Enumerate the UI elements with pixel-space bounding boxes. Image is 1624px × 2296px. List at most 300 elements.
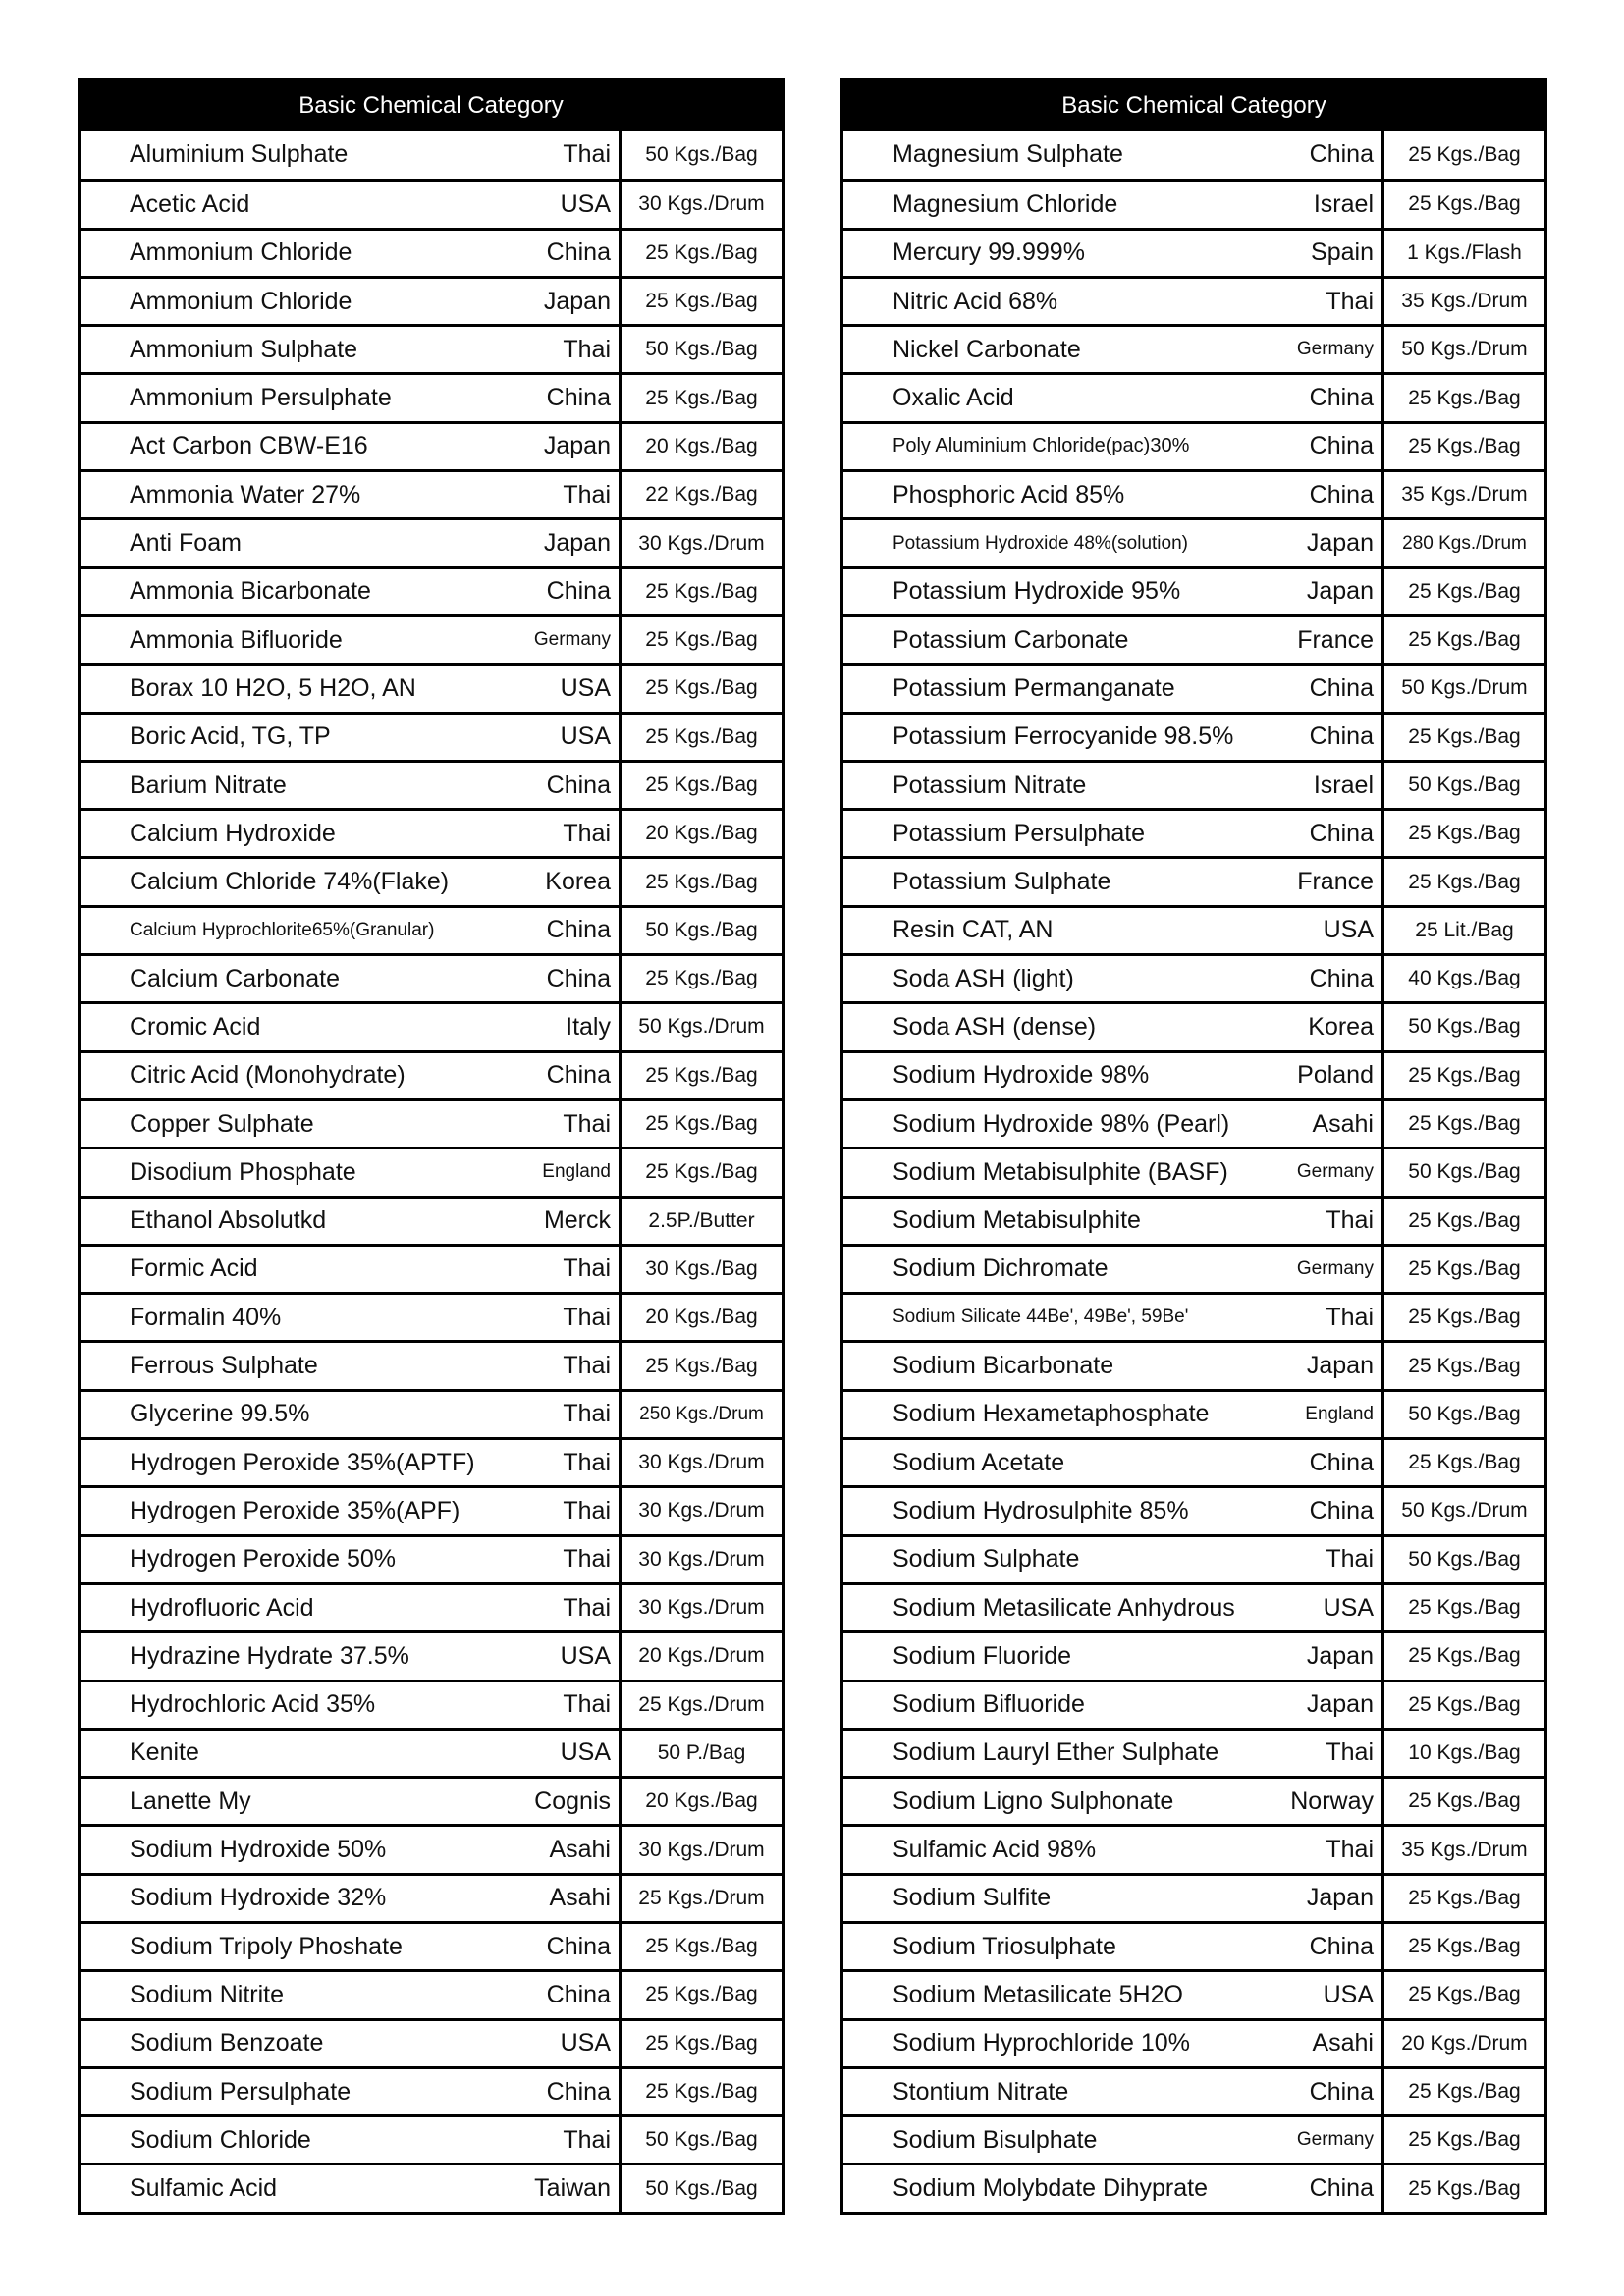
chemical-name: Sodium Hexametaphosphate <box>893 1400 1210 1428</box>
origin-country: China <box>1309 964 1374 992</box>
table-row <box>843 1824 1544 1872</box>
table-row <box>843 2163 1544 2211</box>
origin-country: Japan <box>543 432 611 460</box>
origin-country: Israel <box>1313 189 1374 218</box>
packaging: 25 Lit./Bag <box>1381 908 1544 953</box>
table-row <box>81 953 782 1001</box>
packaging: 25 Kgs./Bag <box>1381 1440 1544 1485</box>
packaging: 40 Kgs./Bag <box>1381 956 1544 1001</box>
origin-country: USA <box>560 1738 611 1767</box>
table-row <box>81 2018 782 2066</box>
table-row <box>843 856 1544 904</box>
chemical-name: Sodium Bisulphate <box>893 2125 1098 2154</box>
table-row <box>81 324 782 372</box>
origin-country: Thai <box>1326 1738 1374 1767</box>
packaging: 30 Kgs./Drum <box>619 182 782 227</box>
chemical-name: Sodium Molybdate Dihyprate <box>893 2174 1208 2203</box>
packaging: 25 Kgs./Bag <box>1381 1053 1544 1098</box>
origin-country: England <box>1305 1403 1374 1424</box>
table-row <box>81 712 782 760</box>
chemical-name: Borax 10 H2O, 5 H2O, AN <box>130 673 416 702</box>
origin-country: Thai <box>1326 1206 1374 1235</box>
table-row <box>81 421 782 469</box>
left-table-header: Basic Chemical Category <box>81 80 782 131</box>
table-row <box>81 131 782 179</box>
packaging: 25 Kgs./Bag <box>619 569 782 614</box>
chemical-name: Calcium Hyprochlorite65%(Granular) <box>130 919 435 940</box>
origin-country: USA <box>560 673 611 702</box>
origin-country: Thai <box>563 1448 611 1476</box>
chemical-name: Potassium Hydroxide 48%(solution) <box>893 532 1188 554</box>
table-row <box>843 131 1544 179</box>
table-row <box>81 228 782 276</box>
origin-country: Japan <box>1306 529 1374 558</box>
packaging: 25 Kgs./Bag <box>1381 1876 1544 1921</box>
packaging: 25 Kgs./Bag <box>619 1972 782 2017</box>
chemical-name: Ammonia Bifluoride <box>130 625 343 654</box>
table-row <box>843 1728 1544 1776</box>
chemical-name: Stontium Nitrate <box>893 2077 1069 2106</box>
table-row <box>843 1147 1544 1195</box>
table-row <box>843 1485 1544 1533</box>
chemical-name: Sulfamic Acid <box>130 2174 278 2203</box>
table-row <box>843 1001 1544 1049</box>
table-row <box>81 1437 782 1485</box>
origin-country: Thai <box>1326 1303 1374 1331</box>
chemical-name: Calcium Hydroxide <box>130 819 336 847</box>
table-row <box>843 276 1544 324</box>
packaging: 30 Kgs./Drum <box>619 1440 782 1485</box>
chemical-name: Nickel Carbonate <box>893 335 1081 363</box>
chemical-name: Calcium Chloride 74%(Flake) <box>130 868 450 896</box>
chemical-name: Anti Foam <box>130 529 242 558</box>
chemical-name: Sodium Silicate 44Be', 49Be', 59Be' <box>893 1307 1189 1328</box>
chemical-name: Sodium Hyprochloride 10% <box>893 2029 1190 2057</box>
table-row <box>81 760 782 808</box>
origin-country: China <box>1309 673 1374 702</box>
origin-country: Germany <box>1296 339 1374 360</box>
table-row <box>843 1680 1544 1728</box>
table-row <box>81 1196 782 1244</box>
table-row <box>843 1776 1544 1824</box>
chemical-name: Ammonia Bicarbonate <box>130 577 371 606</box>
packaging: 50 Kgs./Bag <box>619 131 782 179</box>
chemical-name: Resin CAT, AN <box>893 916 1054 944</box>
chemical-name: Disodium Phosphate <box>130 1157 356 1186</box>
origin-country: China <box>546 916 611 944</box>
chemical-name: Mercury 99.999% <box>893 239 1085 267</box>
origin-country: Thai <box>563 1593 611 1622</box>
chemical-name: Ferrous Sulphate <box>130 1352 318 1380</box>
table-row <box>843 760 1544 808</box>
packaging: 50 Kgs./Bag <box>1381 763 1544 808</box>
packaging: 35 Kgs./Drum <box>1381 472 1544 517</box>
packaging: 20 Kgs./Drum <box>619 1633 782 1679</box>
packaging: 35 Kgs./Drum <box>1381 279 1544 324</box>
origin-country: China <box>546 577 611 606</box>
origin-country: Asahi <box>549 1884 611 1912</box>
chemical-name: Sodium Bicarbonate <box>893 1352 1114 1380</box>
table-row <box>843 179 1544 227</box>
origin-country: Thai <box>563 1109 611 1138</box>
packaging: 1 Kgs./Flash <box>1381 231 1544 276</box>
packaging: 25 Kgs./Bag <box>619 1053 782 1098</box>
chemical-name: Sodium Fluoride <box>893 1641 1072 1670</box>
table-row <box>81 1244 782 1292</box>
packaging: 50 Kgs./Drum <box>1381 327 1544 372</box>
table-row <box>81 469 782 517</box>
chemical-name: Formalin 40% <box>130 1303 282 1331</box>
chemical-name: Sodium Nitrite <box>130 1980 284 2008</box>
table-row <box>843 469 1544 517</box>
origin-country: Merck <box>543 1206 611 1235</box>
table-row <box>843 1582 1544 1630</box>
table-row <box>843 1050 1544 1098</box>
origin-country: China <box>1309 1932 1374 1960</box>
chemical-name: Magnesium Chloride <box>893 189 1118 218</box>
table-row <box>843 808 1544 856</box>
origin-country: Japan <box>1306 1884 1374 1912</box>
origin-country: USA <box>1323 1980 1374 2008</box>
chemical-name: Phosphoric Acid 85% <box>893 480 1125 508</box>
table-row <box>843 1389 1544 1437</box>
origin-country: China <box>546 964 611 992</box>
origin-country: Japan <box>1306 1690 1374 1719</box>
chemical-name: Sodium Hydroxide 98% (Pearl) <box>893 1109 1230 1138</box>
origin-country: USA <box>560 189 611 218</box>
table-row <box>81 1050 782 1098</box>
packaging: 50 Kgs./Drum <box>619 1004 782 1049</box>
right-table-body <box>843 131 1544 2212</box>
chemical-name: Sodium Dichromate <box>893 1255 1109 1283</box>
origin-country: Thai <box>1326 1836 1374 1864</box>
packaging: 25 Kgs./Bag <box>1381 811 1544 856</box>
table-row <box>81 566 782 614</box>
table-row <box>81 1292 782 1340</box>
chemical-name: Sodium Persulphate <box>130 2077 352 2106</box>
packaging: 50 Kgs./Bag <box>1381 1537 1544 1582</box>
chemical-name: Glycerine 99.5% <box>130 1400 310 1428</box>
chemical-name: Ammonium Chloride <box>130 287 352 315</box>
origin-country: Thai <box>563 2125 611 2154</box>
packaging: 25 Kgs./Bag <box>1381 569 1544 614</box>
chemical-name: Sodium Triosulphate <box>893 1932 1116 1960</box>
table-row <box>843 566 1544 614</box>
packaging: 25 Kgs./Bag <box>1381 131 1544 179</box>
chemical-name: Hydrochloric Acid 35% <box>130 1690 376 1719</box>
packaging: 30 Kgs./Drum <box>619 1827 782 1872</box>
origin-country: China <box>1309 384 1374 412</box>
packaging: 20 Kgs./Bag <box>619 1295 782 1340</box>
packaging: 50 Kgs./Bag <box>1381 1004 1544 1049</box>
packaging: 25 Kgs./Bag <box>1381 1633 1544 1679</box>
table-row <box>81 1921 782 1969</box>
origin-country: Thai <box>563 140 611 169</box>
origin-country: Cognis <box>534 1787 611 1815</box>
packaging: 50 Kgs./Drum <box>1381 1488 1544 1533</box>
chemical-name: Act Carbon CBW-E16 <box>130 432 368 460</box>
chemical-name: Formic Acid <box>130 1255 258 1283</box>
table-row <box>843 2018 1544 2066</box>
origin-country: China <box>546 384 611 412</box>
table-row <box>843 905 1544 953</box>
packaging: 25 Kgs./Bag <box>1381 2117 1544 2163</box>
table-row <box>843 1292 1544 1340</box>
table-row <box>81 179 782 227</box>
packaging: 30 Kgs./Bag <box>619 1247 782 1292</box>
chemical-name: Kenite <box>130 1738 199 1767</box>
table-row <box>843 421 1544 469</box>
table-row <box>843 1921 1544 1969</box>
packaging: 25 Kgs./Bag <box>619 2069 782 2114</box>
origin-country: France <box>1297 868 1374 896</box>
left-table-body <box>81 131 782 2212</box>
packaging: 25 Kgs./Bag <box>619 2021 782 2066</box>
chemical-name: Sodium Tripoly Phoshate <box>130 1932 403 1960</box>
table-row <box>843 517 1544 565</box>
table-row <box>81 1873 782 1921</box>
packaging: 50 P./Bag <box>619 1731 782 1776</box>
packaging: 50 Kgs./Bag <box>619 2165 782 2211</box>
packaging: 25 Kgs./Bag <box>1381 2069 1544 2114</box>
table-row <box>843 1098 1544 1147</box>
packaging: 25 Kgs./Bag <box>619 715 782 760</box>
packaging: 25 Kgs./Bag <box>1381 2165 1544 2211</box>
chemical-name: Nitric Acid 68% <box>893 287 1058 315</box>
origin-country: Norway <box>1290 1787 1374 1815</box>
packaging: 30 Kgs./Drum <box>619 1537 782 1582</box>
packaging: 25 Kgs./Bag <box>1381 715 1544 760</box>
origin-country: Thai <box>1326 1545 1374 1574</box>
packaging: 25 Kgs./Bag <box>1381 1295 1544 1340</box>
chemical-name: Citric Acid (Monohydrate) <box>130 1061 406 1090</box>
table-row <box>81 1340 782 1388</box>
packaging: 25 Kgs./Bag <box>619 859 782 904</box>
packaging: 30 Kgs./Drum <box>619 520 782 565</box>
origin-country: China <box>546 239 611 267</box>
packaging: 50 Kgs./Bag <box>619 2117 782 2163</box>
chemical-name: Sulfamic Acid 98% <box>893 1836 1097 1864</box>
chemical-name: Sodium Metasilicate Anhydrous <box>893 1593 1235 1622</box>
chemical-name: Hydrazine Hydrate 37.5% <box>130 1641 409 1670</box>
table-row <box>843 1630 1544 1679</box>
table-row <box>843 2114 1544 2163</box>
packaging: 25 Kgs./Bag <box>1381 375 1544 420</box>
origin-country: China <box>1309 2077 1374 2106</box>
chemical-name: Potassium Carbonate <box>893 625 1129 654</box>
packaging: 50 Kgs./Bag <box>1381 1392 1544 1437</box>
table-row <box>81 663 782 711</box>
packaging: 2.5P./Butter <box>619 1199 782 1244</box>
origin-country: Japan <box>1306 1352 1374 1380</box>
table-row <box>81 1147 782 1195</box>
packaging: 25 Kgs./Bag <box>1381 1924 1544 1969</box>
origin-country: Japan <box>543 287 611 315</box>
chemical-name: Sodium Metabisulphite <box>893 1206 1141 1235</box>
table-row <box>81 1389 782 1437</box>
chemical-name: Sodium Benzoate <box>130 2029 324 2057</box>
packaging: 25 Kgs./Bag <box>619 279 782 324</box>
chemical-name: Potassium Ferrocyanide 98.5% <box>893 722 1234 751</box>
table-row <box>81 276 782 324</box>
table-row <box>81 1485 782 1533</box>
table-row <box>81 808 782 856</box>
table-row <box>843 1340 1544 1388</box>
packaging: 25 Kgs./Bag <box>619 1149 782 1195</box>
chemical-name: Sodium Hydroxide 32% <box>130 1884 387 1912</box>
chemical-name: Potassium Persulphate <box>893 819 1146 847</box>
origin-country: France <box>1297 625 1374 654</box>
origin-country: Asahi <box>1312 1109 1374 1138</box>
table-row <box>843 1244 1544 1292</box>
chemical-name: Sodium Sulfite <box>893 1884 1052 1912</box>
chemical-name: Sodium Metasilicate 5H2O <box>893 1980 1183 2008</box>
origin-country: USA <box>560 1641 611 1670</box>
origin-country: Spain <box>1311 239 1374 267</box>
origin-country: China <box>1309 819 1374 847</box>
table-row <box>81 2066 782 2114</box>
table-row <box>81 372 782 420</box>
origin-country: Germany <box>1296 2129 1374 2151</box>
chemical-name: Sodium Metabisulphite (BASF) <box>893 1157 1228 1186</box>
table-row <box>81 1728 782 1776</box>
chemical-name: Sodium Hydroxide 98% <box>893 1061 1150 1090</box>
origin-country: Germany <box>1296 1161 1374 1183</box>
chemical-name: Ammonium Persulphate <box>130 384 392 412</box>
table-row <box>81 1824 782 1872</box>
chemical-name: Poly Aluminium Chloride(pac)30% <box>893 435 1190 457</box>
table-row <box>843 228 1544 276</box>
origin-country: USA <box>1323 916 1374 944</box>
table-row <box>81 2163 782 2211</box>
chemical-name: Potassium Hydroxide 95% <box>893 577 1181 606</box>
chemical-name: Barium Nitrate <box>130 771 287 799</box>
packaging: 20 Kgs./Bag <box>619 811 782 856</box>
packaging: 25 Kgs./Drum <box>619 1682 782 1728</box>
chemical-name: Hydrogen Peroxide 50% <box>130 1545 396 1574</box>
right-chemical-table <box>840 78 1547 2215</box>
chemical-name: Magnesium Sulphate <box>893 140 1123 169</box>
packaging: 25 Kgs./Bag <box>619 1101 782 1147</box>
packaging: 25 Kgs./Bag <box>1381 1343 1544 1388</box>
table-row <box>81 1776 782 1824</box>
table-row <box>81 614 782 663</box>
table-row <box>81 856 782 904</box>
table-row <box>843 372 1544 420</box>
packaging: 25 Kgs./Bag <box>619 1343 782 1388</box>
chemical-name: Cromic Acid <box>130 1012 261 1041</box>
origin-country: Asahi <box>549 1836 611 1864</box>
origin-country: England <box>542 1161 611 1183</box>
origin-country: Korea <box>545 868 611 896</box>
origin-country: China <box>1309 2174 1374 2203</box>
packaging: 25 Kgs./Bag <box>1381 424 1544 469</box>
origin-country: Thai <box>563 1255 611 1283</box>
packaging: 25 Kgs./Bag <box>619 617 782 663</box>
chemical-name: Potassium Nitrate <box>893 771 1087 799</box>
origin-country: Thai <box>563 1690 611 1719</box>
table-row <box>81 1534 782 1582</box>
table-row <box>81 1969 782 2017</box>
table-row <box>843 614 1544 663</box>
origin-country: Japan <box>1306 1641 1374 1670</box>
origin-country: Italy <box>566 1012 611 1041</box>
packaging: 10 Kgs./Bag <box>1381 1731 1544 1776</box>
origin-country: USA <box>560 2029 611 2057</box>
chemical-name: Soda ASH (dense) <box>893 1012 1097 1041</box>
packaging: 50 Kgs./Drum <box>1381 666 1544 711</box>
packaging: 25 Kgs./Bag <box>619 763 782 808</box>
chemical-name: Hydrogen Peroxide 35%(APTF) <box>130 1448 475 1476</box>
table-row <box>843 1534 1544 1582</box>
origin-country: Japan <box>1306 577 1374 606</box>
table-row <box>843 1437 1544 1485</box>
packaging: 20 Kgs./Bag <box>619 1779 782 1824</box>
origin-country: Thai <box>563 1400 611 1428</box>
origin-country: Japan <box>543 529 611 558</box>
packaging: 50 Kgs./Bag <box>619 327 782 372</box>
table-row <box>81 1001 782 1049</box>
origin-country: Thai <box>563 819 611 847</box>
chemical-name: Sodium Bifluoride <box>893 1690 1085 1719</box>
chemical-name: Sodium Hydrosulphite 85% <box>893 1496 1189 1524</box>
origin-country: China <box>546 1980 611 2008</box>
packaging: 25 Kgs./Bag <box>1381 1199 1544 1244</box>
origin-country: USA <box>1323 1593 1374 1622</box>
origin-country: Thai <box>563 1545 611 1574</box>
table-row <box>843 663 1544 711</box>
chemical-name: Ethanol Absolutkd <box>130 1206 327 1235</box>
origin-country: Thai <box>563 1352 611 1380</box>
packaging: 25 Kgs./Bag <box>1381 1972 1544 2017</box>
origin-country: China <box>1309 480 1374 508</box>
table-row <box>843 324 1544 372</box>
table-row <box>81 1098 782 1147</box>
chemical-name: Acetic Acid <box>130 189 250 218</box>
table-row <box>81 517 782 565</box>
origin-country: China <box>1309 140 1374 169</box>
packaging: 25 Kgs./Bag <box>1381 1585 1544 1630</box>
chemical-name: Sodium Hydroxide 50% <box>130 1836 387 1864</box>
packaging: 25 Kgs./Bag <box>1381 1101 1544 1147</box>
chemical-name: Ammonium Chloride <box>130 239 352 267</box>
packaging: 22 Kgs./Bag <box>619 472 782 517</box>
chemical-name: Sodium Acetate <box>893 1448 1065 1476</box>
origin-country: China <box>1309 1448 1374 1476</box>
origin-country: Thai <box>1326 287 1374 315</box>
packaging: 20 Kgs./Drum <box>1381 2021 1544 2066</box>
table-row <box>843 712 1544 760</box>
packaging: 280 Kgs./Drum <box>1381 520 1544 565</box>
chemical-name: Hydrofluoric Acid <box>130 1593 314 1622</box>
packaging: 25 Kgs./Bag <box>619 956 782 1001</box>
origin-country: Israel <box>1313 771 1374 799</box>
origin-country: China <box>546 771 611 799</box>
chemical-name: Lanette My <box>130 1787 251 1815</box>
origin-country: USA <box>560 722 611 751</box>
chemical-name: Calcium Carbonate <box>130 964 340 992</box>
origin-country: Thai <box>563 1303 611 1331</box>
chemical-name: Boric Acid, TG, TP <box>130 722 331 751</box>
origin-country: China <box>1309 1496 1374 1524</box>
table-row <box>843 953 1544 1001</box>
packaging: 35 Kgs./Drum <box>1381 1827 1544 1872</box>
table-row <box>843 2066 1544 2114</box>
origin-country: Thai <box>563 1496 611 1524</box>
origin-country: China <box>546 2077 611 2106</box>
origin-country: Korea <box>1308 1012 1374 1041</box>
table-row <box>843 1873 1544 1921</box>
